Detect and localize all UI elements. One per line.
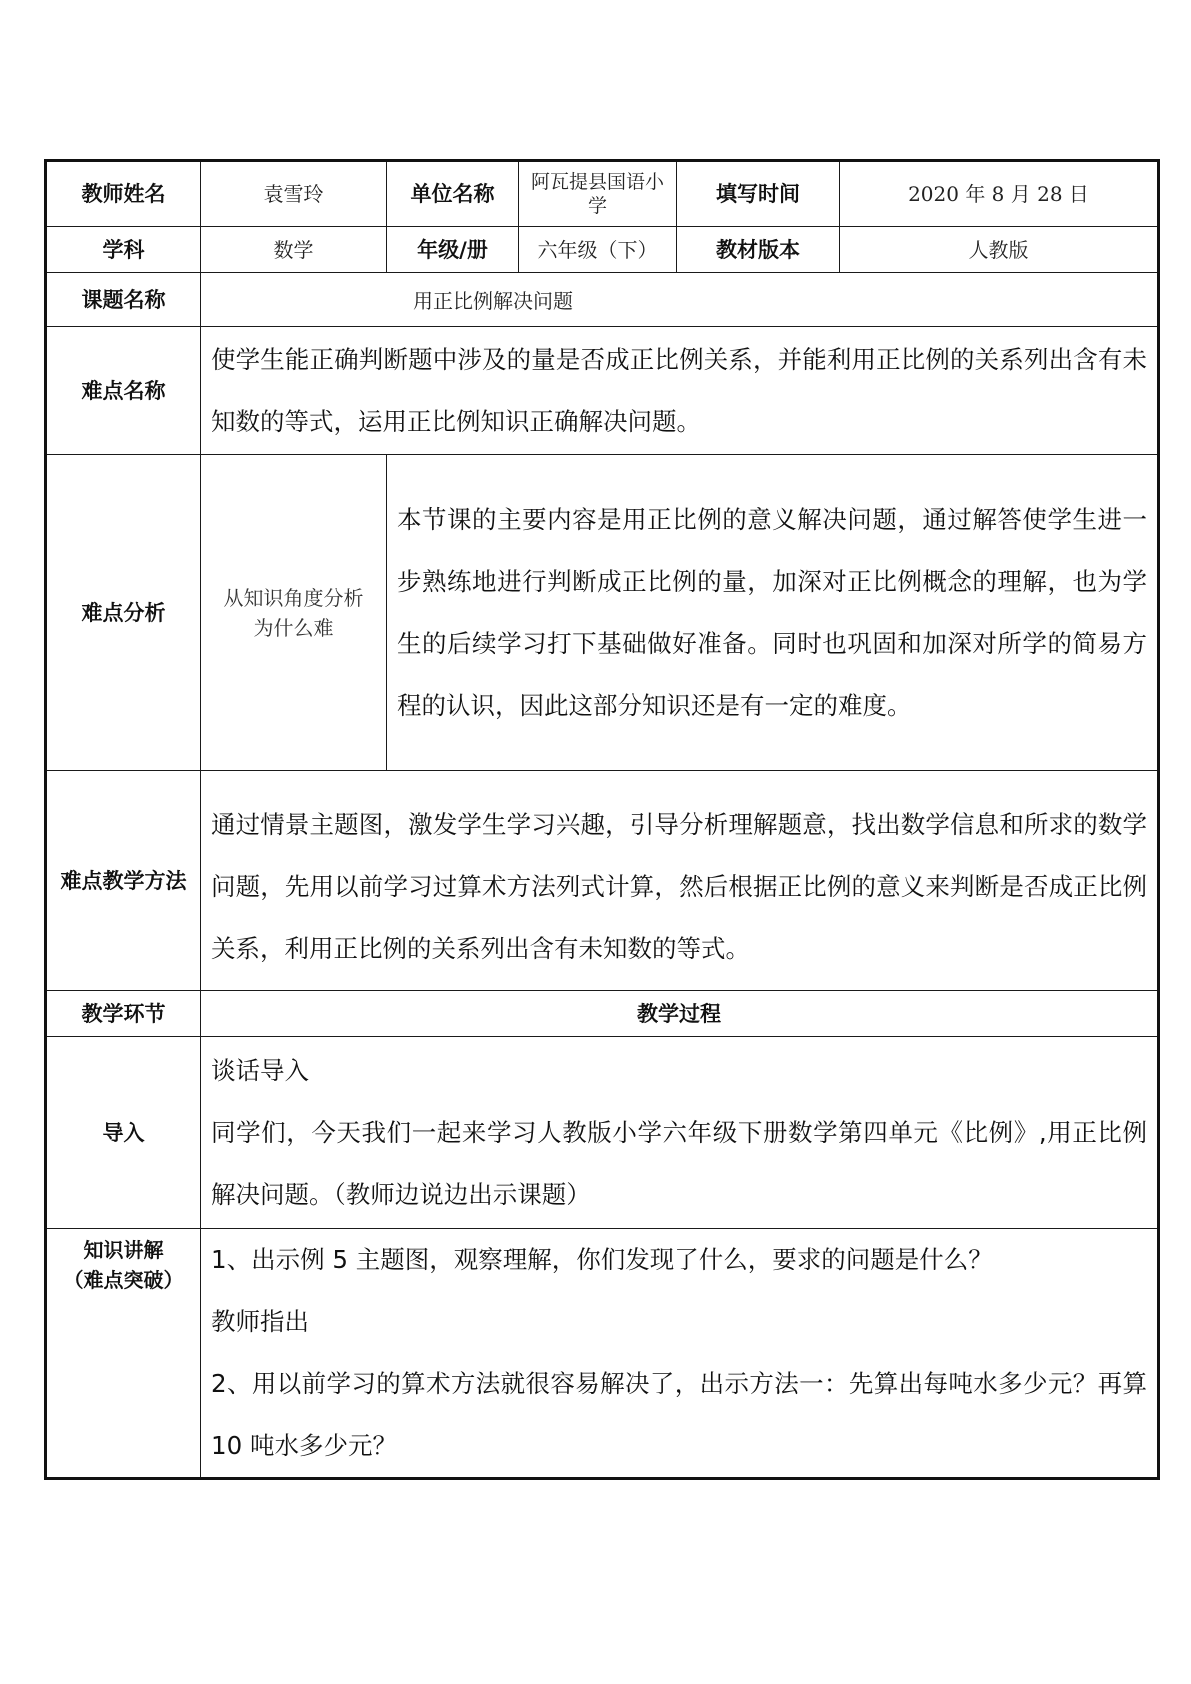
- difficulty-analysis-cell: [387, 455, 1159, 771]
- knowledge-row: [46, 1229, 1159, 1479]
- unit-value-line1: 阿瓦提县国语小: [530, 171, 664, 193]
- process-header: 教学过程: [201, 991, 1159, 1037]
- difficulty-name-label: 难点名称: [46, 327, 201, 455]
- knowledge-item1: 1、出示例 5 主题图，观察理解，你们发现了什么，要求的问题是什么？: [211, 1245, 993, 1274]
- knowledge-item2: 2、用以前学习的算术方法就很容易解决了，出示方法一：先算出每吨水多少元？再算 10 吨水多少元？: [211, 1369, 1147, 1460]
- difficulty-name-text: 使学生能正确判断题中涉及的量是否成正比例关系，并能利用正比例的关系列出含有未知数的等式，运用正比例知识正确解决问题。: [211, 344, 1147, 436]
- difficulty-analysis-text: 本节课的主要内容是用正比例的意义解决问题，通过解答使学生进一步熟练地进行判断成正比例的量，加深对正比例概念的理解，也为学生的后续学习打下基础做好准备。同时也巩固和加深对所学的简易方程的认识，因此这部分知识还是有一定的难度。: [397, 504, 1147, 720]
- knowledge-item1b: 教师指出: [211, 1307, 309, 1336]
- topic-row: [46, 273, 1159, 327]
- intro-cell: [201, 1037, 1159, 1229]
- grade-label: 年级/册: [387, 227, 519, 273]
- difficulty-analysis-row: [46, 455, 1159, 771]
- edition-label: 教材版本: [677, 227, 840, 273]
- topic-label: 课题名称: [46, 273, 201, 327]
- subject-label: 学科: [46, 227, 201, 273]
- edition-value: 人教版: [840, 227, 1159, 273]
- knowledge-label-line2: （难点突破）: [63, 1268, 184, 1292]
- analysis-sub-line1: 从知识角度分析: [223, 585, 364, 610]
- knowledge-label-line1: 知识讲解: [83, 1238, 164, 1262]
- topic-value: 用正比例解决问题: [413, 289, 573, 313]
- subject-value: 数学: [201, 227, 387, 273]
- unit-value-line2: 学: [587, 195, 607, 217]
- unit-value: [519, 161, 677, 227]
- intro-text: 同学们，今天我们一起来学习人教版小学六年级下册数学第四单元《比例》,用正比例解决问题。（教师边说边出示课题）: [211, 1117, 1147, 1209]
- difficulty-analysis-subtitle: [201, 455, 387, 771]
- difficulty-name-row: [46, 327, 1159, 455]
- intro-label: 导入: [46, 1037, 201, 1229]
- knowledge-label: [46, 1229, 201, 1479]
- difficulty-method-label: 难点教学方法: [46, 771, 201, 991]
- analysis-sub-line2: 为什么难: [253, 615, 334, 640]
- teacher-label: 教师姓名: [46, 161, 201, 227]
- topic-cell: [201, 273, 1159, 327]
- difficulty-name-cell: [201, 327, 1159, 455]
- intro-line1: 谈话导入: [211, 1055, 309, 1085]
- intro-row: [46, 1037, 1159, 1229]
- unit-label: 单位名称: [387, 161, 519, 227]
- difficulty-method-row: [46, 771, 1159, 991]
- time-label: 填写时间: [677, 161, 840, 227]
- header-row-2: [46, 227, 1159, 273]
- difficulty-analysis-label: 难点分析: [46, 455, 201, 771]
- difficulty-method-text: 通过情景主题图，激发学生学习兴趣，引导分析理解题意，找出数学信息和所求的数学问题，先用以前学习过算术方法列式计算，然后根据正比例的意义来判断是否成正比例关系，利用正比例的关系列出含有未知数的等式。: [211, 809, 1147, 963]
- grade-value: 六年级（下）: [519, 227, 677, 273]
- header-row-1: [46, 161, 1159, 227]
- lesson-plan-table: [44, 159, 1160, 1480]
- knowledge-cell: [201, 1229, 1159, 1479]
- stage-header: 教学环节: [46, 991, 201, 1037]
- process-header-row: [46, 991, 1159, 1037]
- difficulty-method-cell: [201, 771, 1159, 991]
- teacher-value: 袁雪玲: [201, 161, 387, 227]
- time-value: 2020 年 8 月 28 日: [840, 161, 1159, 227]
